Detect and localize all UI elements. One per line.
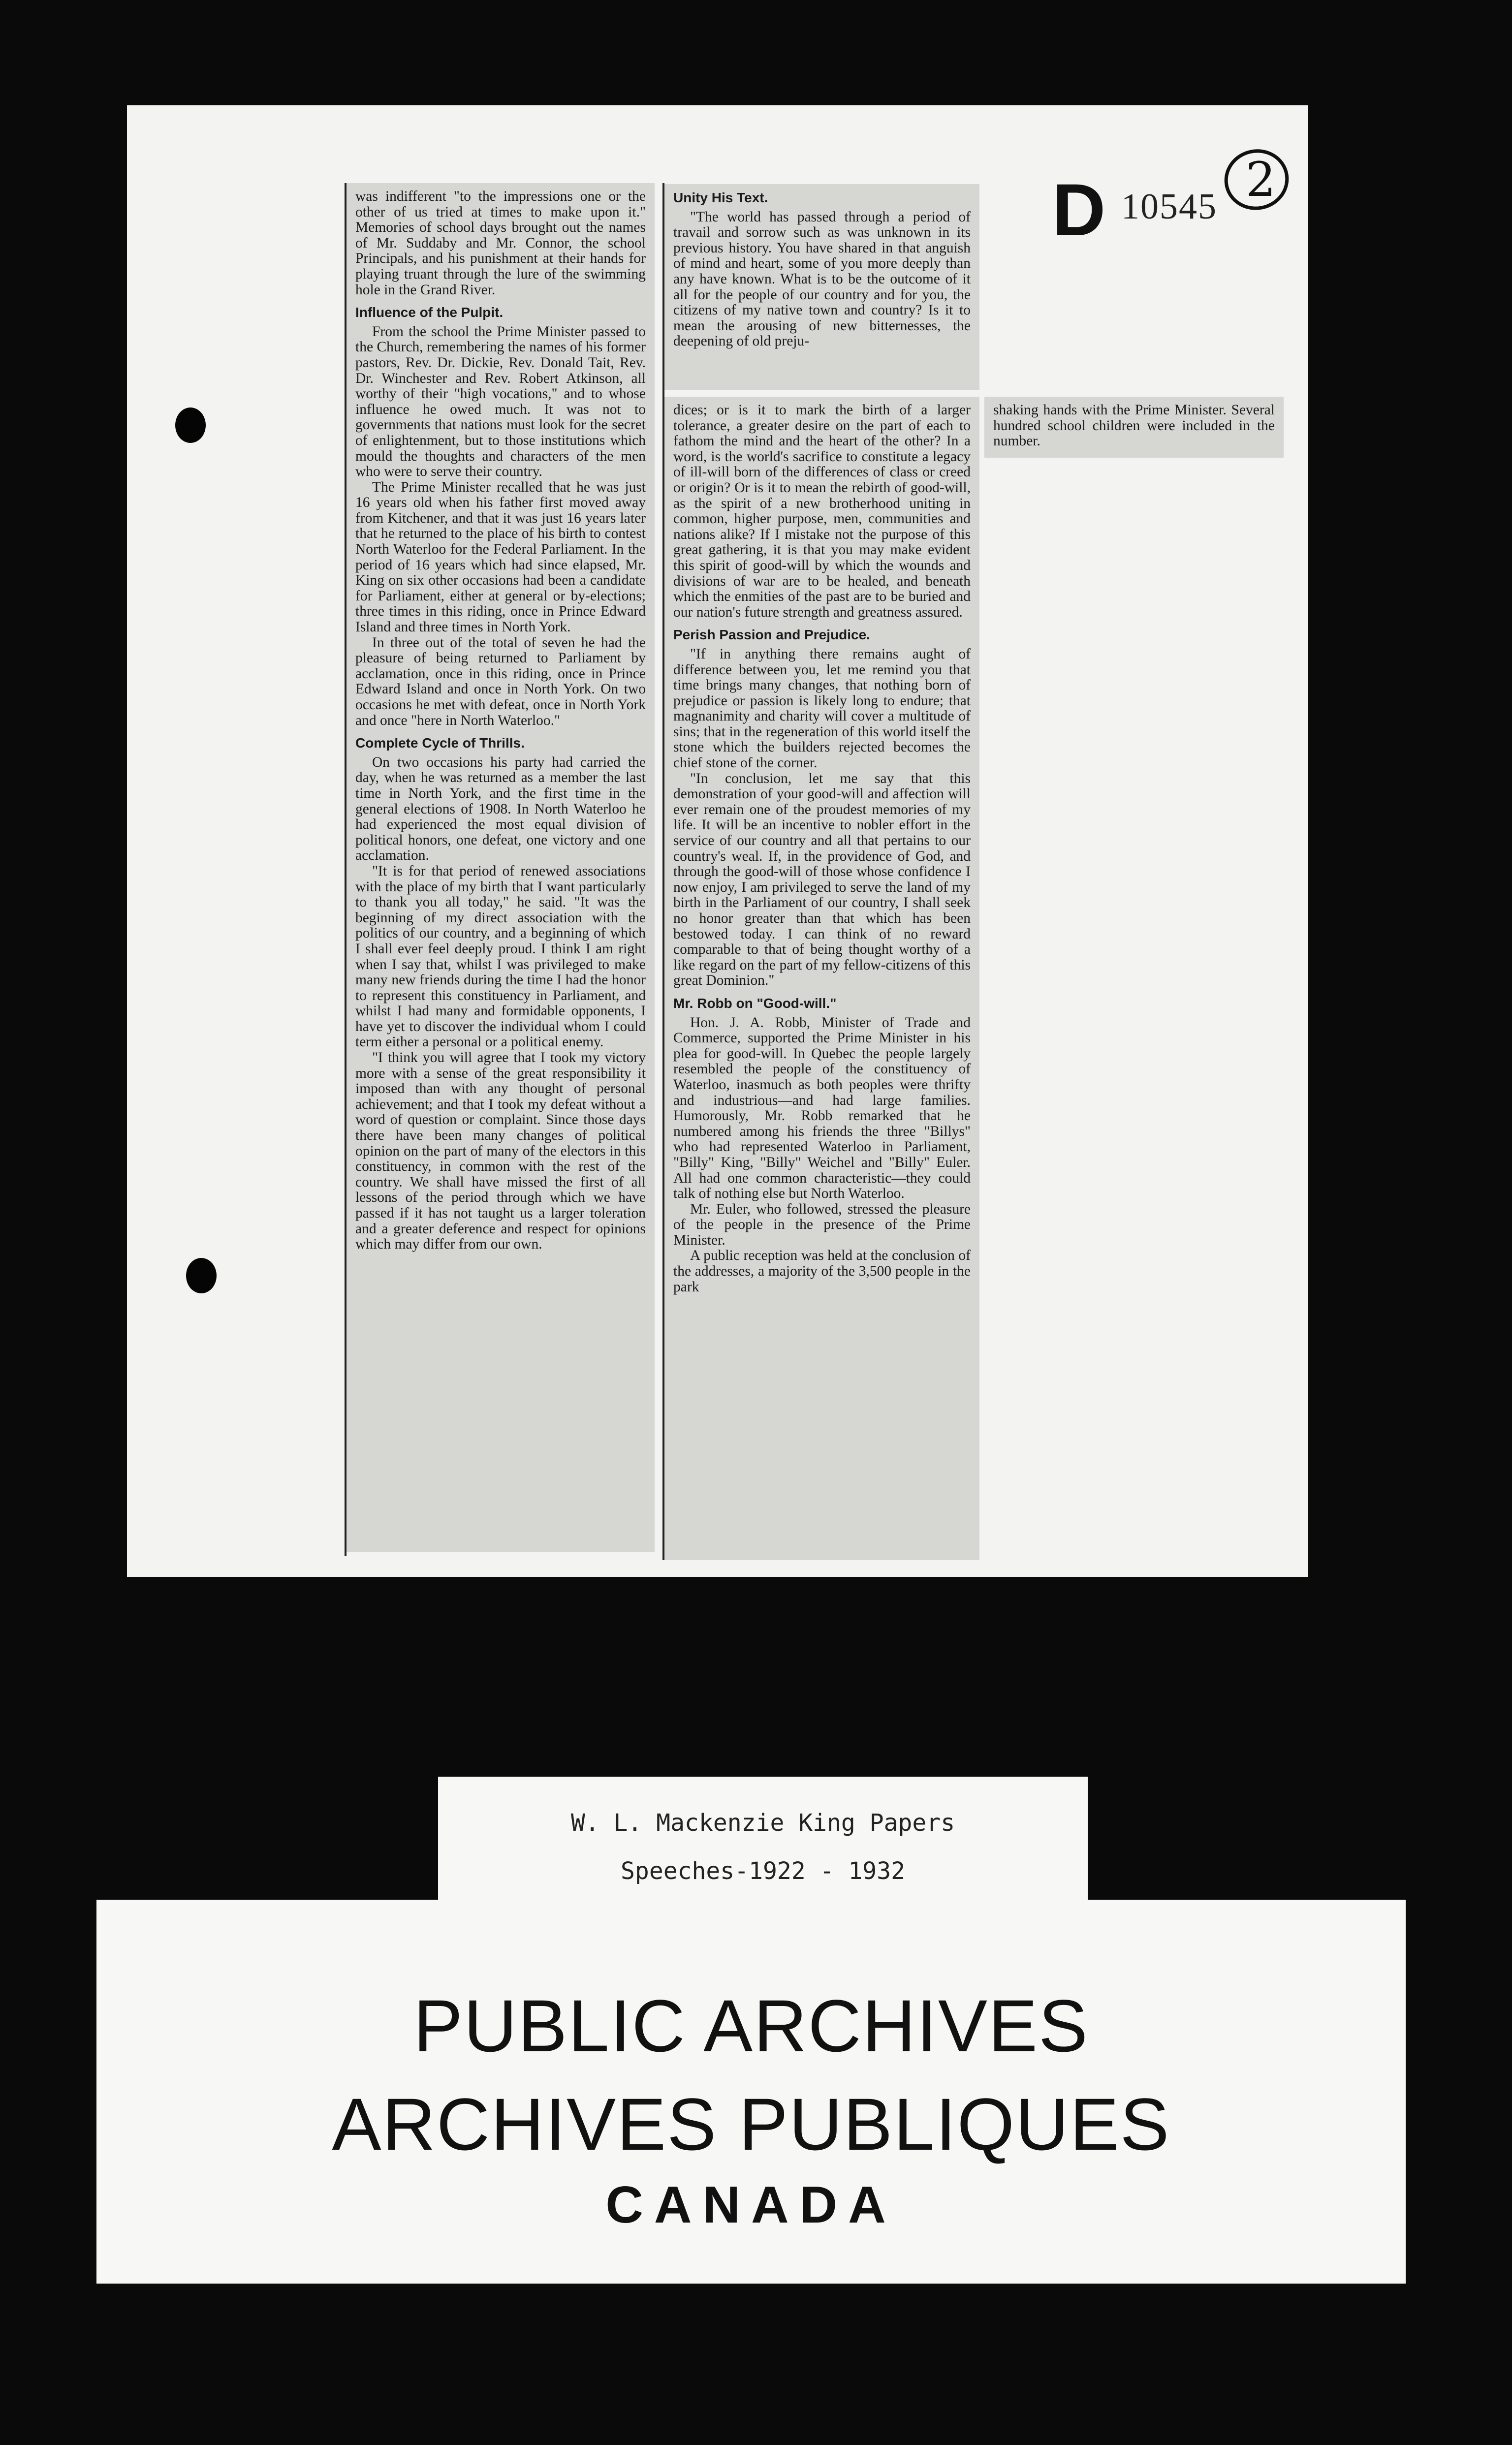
reference-number: 10545 (1121, 187, 1217, 227)
paragraph: On two occasions his party had carried the day, when he was returned as a member the last time in North York, and the first time in the general elections of 1908. In North Waterloo he had experienced the most equal division of political honors, one defeat, one victory and one acclamation. (355, 754, 646, 864)
circled-number: 2 (1246, 152, 1276, 207)
paragraph: In three out of the total of seven he had the pleasure of being returned to Parliament by acclamation, once in this riding, once in Prince Edward Island and once in North York. On two occasions he met with defeat, once in North York and once "here in North Waterloo." (355, 634, 646, 728)
column-rule-1 (345, 183, 346, 1556)
archives-name-english: PUBLIC ARCHIVES (413, 1984, 1089, 2067)
paragraph: "The world has passed through a period of travail and sorrow such as was unknown in its previous history. You have shared in that anguish of mind and heart, some of you more deeply than any have known. What is to be the outcome of it all for the people of our country and for you, the citizens of my native town and country? Is it to mean the arousing of new bitternesses, the deepening of old preju- (673, 209, 971, 349)
paragraph: The Prime Minister recalled that he was just 16 years old when his father first moved away from Kitchener, and that it was just 16 years later that he returned to the place of his birth to contest North Waterloo for the Federal Parliament. In the period of 16 years which had since elapsed, Mr. King on six other occasions had been a candidate for Parliament, either at general or by-elections; three times in this riding, once in Prince Edward Island and three times in North York. (355, 479, 646, 635)
circled-number-icon (1217, 143, 1296, 217)
paragraph: "It is for that period of renewed associations with the place of my birth that I want particularly to thank you all today," he said. "It was the beginning of my direct association with the politics of our country, and a beginning of which I shall ever feel deeply proud. I think I am right when I say that, whilst I was privileged to make many new friends during the time I had the honor to represent this constituency in Parliament, and whilst I had many and formidable opponents, I have yet to discover the individual whom I could term either a personal or a political enemy. (355, 863, 646, 1050)
papers-collection-title: W. L. Mackenzie King Papers (570, 1809, 955, 1837)
paragraph: dices; or is it to mark the birth of a larger tolerance, a greater desire on the part of each to fathom the mind and the heart of the other? In a word, is the world's sacrifice to constitute a legacy of ill-will born of the differences of class or creed or origin? Or is it to mean the rebirth of good-will, as the spirit of a new brotherhood uniting in common, higher purpose, men, communities and nations alike? If I mistake not the purpose of this great gathering, it is that you may make evident this spirit of good-will by which the wounds and divisions of war are to be healed, and beneath which the enmities of the past are to be buried and our nation's future strength and greatness assured. (673, 402, 971, 620)
clipping-column-1 (346, 183, 655, 1552)
paragraph: From the school the Prime Minister passed to the Church, remembering the names of his former pastors, Rev. Dr. Dickie, Rev. Donald Tait, Rev. Dr. Winchester and Rev. Robert Atkinson, all worthy of their "high vocations," and to whose influence he owed much. It was not to governments that nations must look for the secret of enlightenment, but to those institutions which mould the thoughts and characters of the men who were to serve their country. (355, 323, 646, 480)
section-heading: Complete Cycle of Thrills. (355, 735, 525, 751)
section-heading: Perish Passion and Prejudice. (673, 627, 870, 643)
clipping-column-2-top (664, 184, 979, 390)
paragraph: shaking hands with the Prime Minister. Several hundred school children were included in the number. (993, 402, 1275, 449)
section-heading: Mr. Robb on "Good-will." (673, 995, 837, 1011)
clipping-column-2 (664, 397, 979, 1560)
papers-series-title: Speeches-1922 - 1932 (621, 1857, 905, 1885)
reference-prefix: D (1052, 168, 1107, 251)
archives-label (96, 1900, 1406, 2284)
paragraph: Mr. Euler, who followed, stressed the pleasure of the people in the presence of the Prime Minister. (673, 1201, 971, 1248)
paragraph: A public reception was held at the conclusion of the addresses, a majority of the 3,500 people in the park (673, 1248, 971, 1295)
paragraph: was indifferent "to the impressions one or the other of us tried at times to make upon it." Memories of school days brought out the names of Mr. Suddaby and Mr. Connor, the school Principals, and his punishment at their hands for playing truant through the lure of the swimming hole in the Grand River. (355, 188, 646, 298)
paragraph: "If in anything there remains aught of difference between you, let me remind you that time brings many changes, that nothing born of prejudice or passion is likely long to endure; that magnanimity and charity will cover a multitude of sins; that in the regeneration of this world itself the stone which the builders rejected becomes the chief stone of the corner. (673, 646, 971, 771)
paragraph: "In conclusion, let me say that this demonstration of your good-will and affection will ever remain one of the proudest memories of my life. It will be an incentive to nobler effort in the service of our country and all that pertains to our country's weal. If, in the providence of God, and through the good-will of those whose confidence I now enjoy, I am privileged to serve the land of my birth in the Parliament of our country, I shall seek no honor greater than that which has been bestowed today. I can think of no reward comparable to that of being thought worthy of a like regard on the part of my fellow-citizens of this great Dominion." (673, 770, 971, 989)
archives-name-french: ARCHIVES PUBLIQUES (332, 2083, 1170, 2165)
punch-hole-top (175, 408, 206, 443)
section-heading: Influence of the Pulpit. (355, 305, 504, 320)
archives-country: CANADA (605, 2176, 897, 2234)
paragraph: Hon. J. A. Robb, Minister of Trade and Commerce, supported the Prime Minister in his plea for good-will. In Quebec the people largely resembled the people of the constituency of Waterloo, inasmuch as both peoples were thrifty and industrious—and had large families. Humorously, Mr. Robb remarked that he numbered among his friends the three "Billys" who had represented Waterloo in Parliament, "Billy" King, "Billy" Weichel and "Billy" Euler. All had one common characteristic—they could talk of nothing else but North Waterloo. (673, 1014, 971, 1202)
punch-hole-bottom (186, 1258, 217, 1293)
paragraph: "I think you will agree that I took my victory more with a sense of the great responsibility it imposed than with any thought of personal achievement; and that I took my defeat without a word of question or complaint. Since those days there have been many changes of political opinion on the part of many of the electors in this constituency, in common with the rest of the country. We shall have missed the first of all lessons of the period through which we have passed if it has not taught us a larger toleration and a greater deference and respect for opinions which may differ from our own. (355, 1050, 646, 1253)
clipping-column-3 (984, 397, 1284, 458)
section-heading: Unity His Text. (673, 190, 768, 205)
column-rule-2 (662, 183, 664, 1560)
